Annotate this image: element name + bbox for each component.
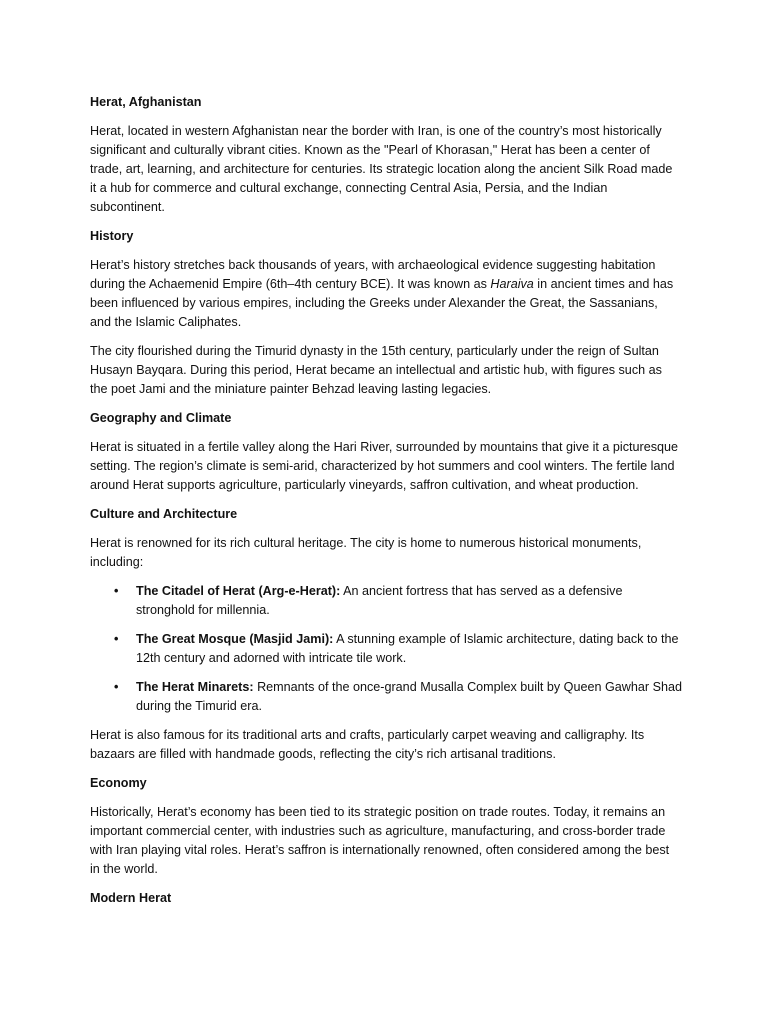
modern-heading: Modern Herat bbox=[90, 891, 172, 905]
history-heading: History bbox=[90, 229, 134, 243]
list-item-term: The Great Mosque (Masjid Jami): bbox=[136, 632, 334, 646]
geography-paragraph: Herat is situated in a fertile valley along the Hari River, surrounded by mountains that give it a picturesque setting. The region’s climate is semi-arid, characterized by hot summers and cool winters. The fertile land around Herat supports agriculture, particularly vineyards, saffron cultivation, and wheat production. bbox=[90, 440, 679, 492]
monument-list bbox=[90, 582, 682, 716]
history-paragraph-2: The city flourished during the Timurid dynasty in the 15th century, particularly under the reign of Sultan Husayn Bayqara. During this period, Herat became an intellectual and artistic hub, with figures such as the poet Jami and the miniature painter Behzad leaving lasting legacies. bbox=[90, 344, 662, 396]
list-item-description: A stunning example of Islamic architecture, dating back to the 12th century and adorned with intricate tile work. bbox=[136, 632, 679, 665]
culture-heading: Culture and Architecture bbox=[90, 507, 238, 521]
intro-paragraph: Herat, located in western Afghanistan near the border with Iran, is one of the country’s most historically significant and culturally vibrant cities. Known as the "Pearl of Khorasan," Herat has been a center of trade, art, learning, and architecture for centuries. Its strategic location along the ancient Silk Road made it a hub for commerce and cultural exchange, connecting Central Asia, Persia, and the Indian subcontinent. bbox=[90, 124, 673, 214]
list-item bbox=[114, 678, 682, 716]
list-item bbox=[114, 630, 682, 668]
history-p1-text-end: in ancient times and has been influenced by various empires, including the Greeks under Alexander the Great, the Sassanians, and the Islamic Caliphates. bbox=[90, 277, 674, 329]
document-page bbox=[90, 93, 682, 918]
history-p1-italic-term: Haraiva bbox=[490, 277, 534, 291]
bullet-icon: • bbox=[114, 632, 119, 646]
list-item-description: An ancient fortress that has served as a defensive stronghold for millennia. bbox=[136, 584, 623, 617]
list-item bbox=[114, 582, 682, 620]
bullet-icon: • bbox=[114, 584, 119, 598]
culture-paragraph-2: Herat is also famous for its traditional arts and crafts, particularly carpet weaving and calligraphy. Its bazaars are filled with handmade goods, reflecting the city’s rich artisanal traditions. bbox=[90, 728, 645, 761]
geography-heading: Geography and Climate bbox=[90, 411, 232, 425]
economy-heading: Economy bbox=[90, 776, 147, 790]
bullet-icon: • bbox=[114, 680, 119, 694]
document-title: Herat, Afghanistan bbox=[90, 95, 202, 109]
list-item-description: Remnants of the once-grand Musalla Complex built by Queen Gawhar Shad during the Timurid era. bbox=[136, 680, 682, 713]
economy-paragraph: Historically, Herat’s economy has been tied to its strategic position on trade routes. Today, it remains an important commercial center, with industries such as agriculture, manufacturing, and cross-border trade with Iran playing vital roles. Herat’s saffron is internationally renowned, often considered among the best in the world. bbox=[90, 805, 670, 876]
history-paragraph-1 bbox=[90, 256, 682, 332]
list-item-term: The Citadel of Herat (Arg-e-Herat): bbox=[136, 584, 341, 598]
history-p1-text-start: Herat’s history stretches back thousands of years, with archaeological evidence suggesting habitation during the Achaemenid Empire (6th–4th century BCE). It was known as bbox=[90, 258, 656, 291]
list-item-term: The Herat Minarets: bbox=[136, 680, 254, 694]
culture-paragraph-1: Herat is renowned for its rich cultural heritage. The city is home to numerous historical monuments, including: bbox=[90, 536, 642, 569]
